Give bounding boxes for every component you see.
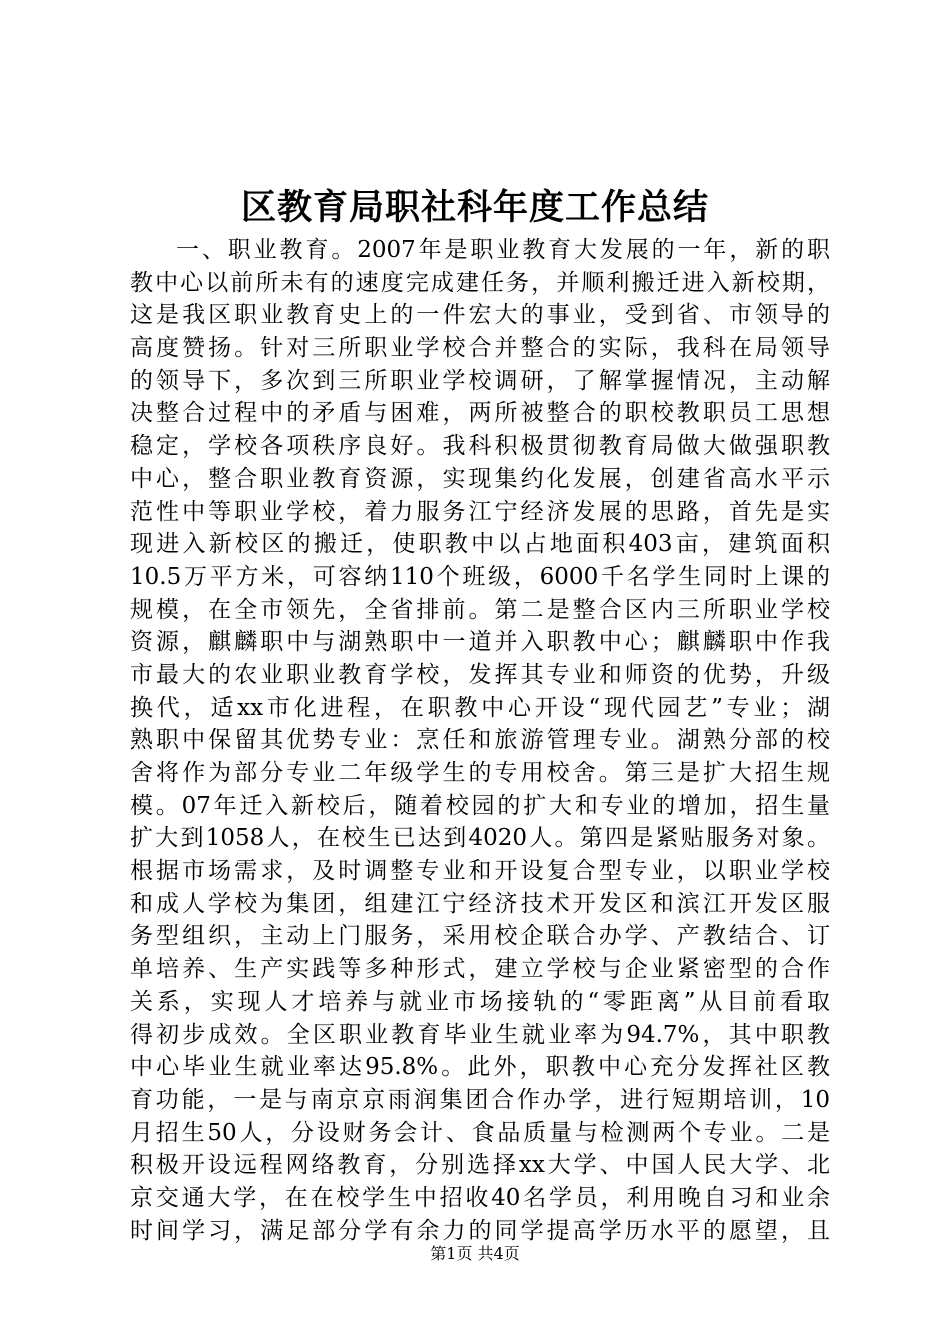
paragraph-line: 京交通大学，在在校学生中招收40名学员，利用晚自习和业余	[130, 1184, 830, 1211]
paragraph-line: 积极开设远程网络教育，分别选择xx大学、中国人民大学、北	[130, 1152, 830, 1179]
paragraph-line: 时间学习，满足部分学有余力的同学提高学历水平的愿望，且	[130, 1217, 830, 1244]
paragraph-line: 模。07年迁入新校后，随着校园的扩大和专业的增加，招生量	[130, 792, 830, 819]
paragraph-line: 换代，适xx市化进程，在职教中心开设“现代园艺”专业；湖	[130, 694, 830, 721]
paragraph-line: 10.5万平方米，可容纳110个班级，6000千名学生同时上课的	[130, 563, 830, 590]
paragraph-line: 稳定，学校各项秩序良好。我科积极贯彻教育局做大做强职教	[130, 433, 830, 460]
paragraph-line: 得初步成效。全区职业教育毕业生就业率为94.7%，其中职教	[130, 1021, 830, 1048]
paragraph-line: 一、职业教育。2007年是职业教育大发展的一年，新的职	[176, 237, 830, 263]
document-body	[130, 234, 830, 1247]
paragraph-line: 熟职中保留其优势专业：烹任和旅游管理专业。湖熟分部的校	[130, 727, 830, 754]
paragraph-line: 的领导下，多次到三所职业学校调研，了解掌握情况，主动解	[130, 367, 830, 394]
paragraph-line: 这是我区职业教育史上的一件宏大的事业，受到省、市领导的	[130, 302, 830, 329]
paragraph-line: 中心，整合职业教育资源，实现集约化发展，创建省高水平示	[130, 465, 830, 492]
paragraph-line: 务型组织，主动上门服务，采用校企联合办学、产教结合、订	[130, 923, 830, 950]
paragraph-line: 决整合过程中的矛盾与困难，两所被整合的职校教职员工思想	[130, 400, 830, 427]
paragraph-line: 资源，麒麟职中与湖熟职中一道并入职教中心；麒麟职中作我	[130, 629, 830, 656]
paragraph-line: 中心毕业生就业率达95.8%。此外，职教中心充分发挥社区教	[130, 1054, 830, 1081]
paragraph-line: 舍将作为部分专业二年级学生的专用校舍。第三是扩大招生规	[130, 760, 830, 786]
paragraph-line: 月招生50人，分设财务会计、食品质量与检测两个专业。二是	[130, 1119, 830, 1146]
paragraph-line: 根据市场需求，及时调整专业和开设复合型专业，以职业学校	[130, 858, 830, 885]
paragraph-line: 高度赞扬。针对三所职业学校合并整合的实际，我科在局领导	[130, 335, 830, 362]
paragraph-line: 范性中等职业学校，着力服务江宁经济发展的思路，首先是实	[130, 498, 830, 525]
paragraph-line: 关系，实现人才培养与就业市场接轨的“零距离”从目前看取	[130, 988, 830, 1015]
paragraph-line: 扩大到1058人，在校生已达到4020人。第四是紧贴服务对象。	[130, 825, 830, 852]
page-number: 第1页 共4页	[430, 1244, 520, 1263]
document-title: 区教育局职社科年度工作总结	[240, 187, 709, 228]
paragraph-line: 单培养、生产实践等多种形式，建立学校与企业紧密型的合作	[130, 956, 830, 983]
paragraph-line: 教中心以前所未有的速度完成建任务，并顺利搬迁进入新校期，	[130, 269, 830, 296]
paragraph-line: 市最大的农业职业教育学校，发挥其专业和师资的优势，升级	[130, 661, 830, 688]
paragraph-line: 规模，在全市领先，全省排前。第二是整合区内三所职业学校	[130, 596, 830, 623]
paragraph-line: 现进入新校区的搬迁，使职教中以占地面积403亩，建筑面积	[130, 531, 830, 558]
paragraph-line: 和成人学校为集团，组建江宁经济技术开发区和滨江开发区服	[130, 890, 830, 917]
paragraph-line: 育功能，一是与南京京雨润集团合作办学，进行短期培训，10	[130, 1086, 830, 1113]
